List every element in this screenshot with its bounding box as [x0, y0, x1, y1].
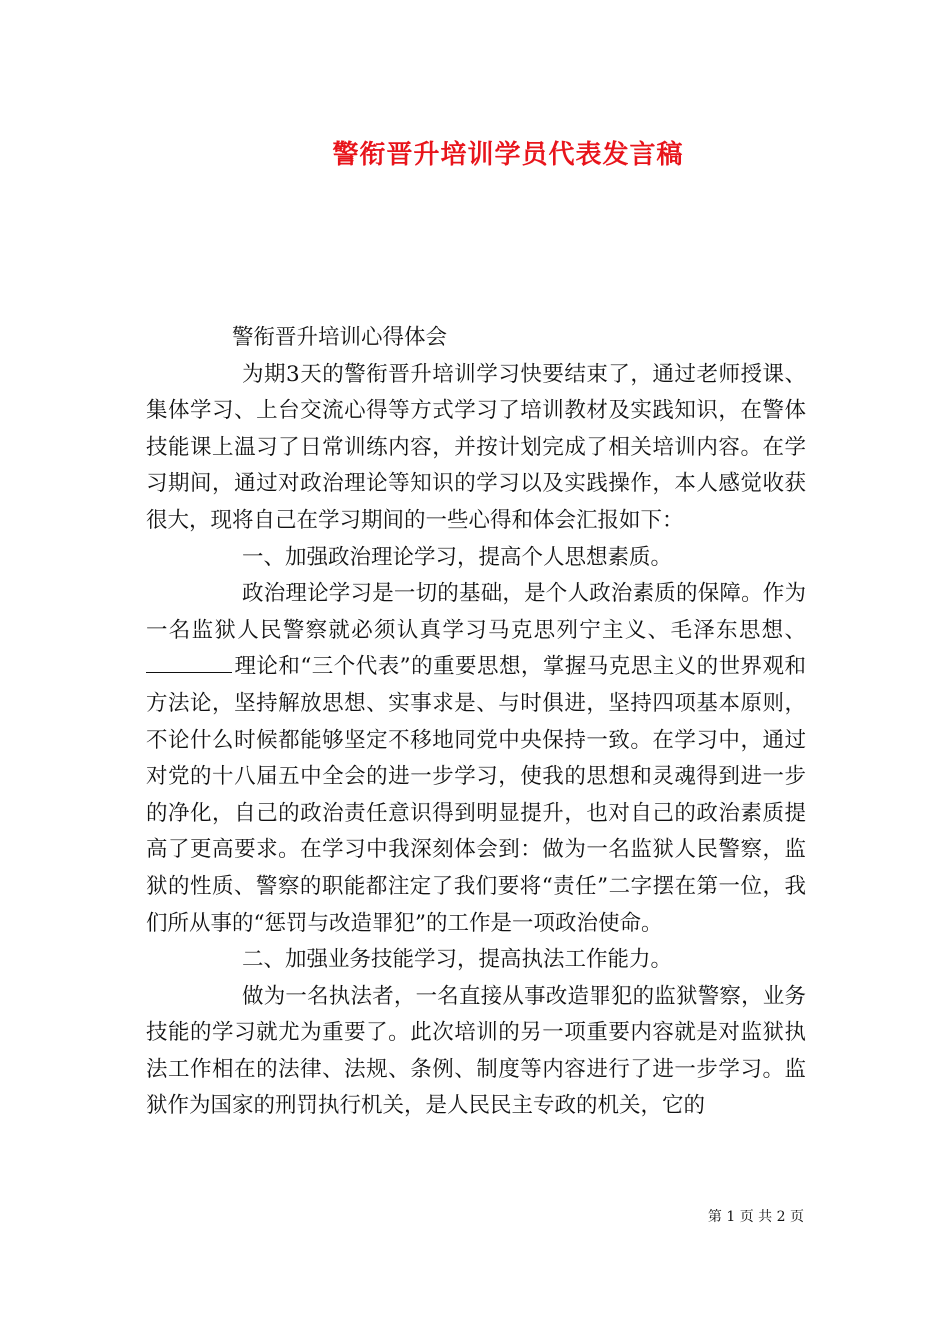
document-title: 警衔晋升培训学员代表发言稿: [332, 140, 684, 170]
section-heading-1: 一、加强政治理论学习，提高个人思想素质。: [242, 544, 673, 570]
paragraph-politics-part1: 政治理论学习是一切的基础，是个人政治素质的保障。作为一名监狱人民警察就必须认真学习马克思列宁主义、毛泽东思想、: [146, 581, 806, 643]
section-heading-2: 二、加强业务技能学习，提高执法工作能力。: [242, 947, 673, 973]
document-subtitle: 警衔晋升培训心得体会: [232, 325, 448, 350]
page-number: 第 1 页 共 2 页: [707, 1209, 804, 1225]
paragraph-politics: [146, 576, 806, 942]
paragraph-politics-part2: 理论和“三个代表”的重要思想，掌握马克思主义的世界观和方法论，坚持解放思想、实事求是、与时俱进，坚持四项基本原则，不论什么时候都能够坚定不移地同党中央保持一致。在学习中，通过对党的十八届五中全会的进一步学习，使我的思想和灵魂得到进一步的净化，自己的政治责任意识得到明显提升，也对自己的政治素质提高了更高要求。在学习中我深刻体会到：做为一名监狱人民警察，监狱的性质、警察的职能都注定了我们要将“责任”二字摆在第一位，我们所从事的“惩罚与改造罪犯”的工作是一项政治使命。: [146, 654, 806, 936]
fill-in-blank: [146, 650, 232, 673]
paragraph-intro: 为期3天的警衔晋升培训学习快要结束了，通过老师授课、集体学习、上台交流心得等方式学习了培训教材及实践知识，在警体技能课上温习了日常训练内容，并按计划完成了相关培训内容。在学习期间，通过对政治理论等知识的学习以及实践操作，本人感觉收获很大，现将自己在学习期间的一些心得和体会汇报如下：: [146, 361, 806, 533]
document-body: [146, 320, 806, 1125]
paragraph-skills: 做为一名执法者，一名直接从事改造罪犯的监狱警察，业务技能的学习就尤为重要了。此次培训的另一项重要内容就是对监狱执法工作相在的法律、法规、条例、制度等内容进行了进一步学习。监狱作为国家的刑罚执行机关，是人民民主专政的机关，它的: [146, 983, 806, 1119]
